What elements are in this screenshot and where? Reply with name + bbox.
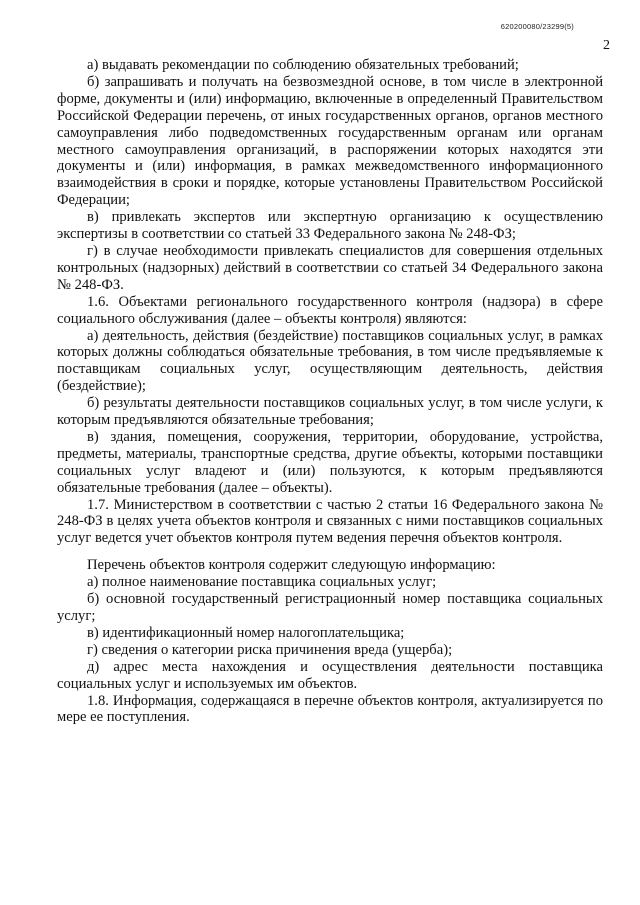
paragraph: в) здания, помещения, сооружения, территории, оборудование, устройства, предметы, материалы, транспортные средства, другие объекты, которыми поставщики социальных услуг владеют и (или) пользуются, к которым предъявляются обязательные требования (далее – объекты). bbox=[57, 428, 603, 496]
paragraph: в) идентификационный номер налогоплательщика; bbox=[87, 624, 405, 641]
paragraph: 1.8. Информация, содержащаяся в перечне объектов контроля, актуализируется по мере ее поступления. bbox=[57, 692, 603, 726]
paragraph: 1.7. Министерством в соответствии с частью 2 статьи 16 Федерального закона № 248-ФЗ в целях учета объектов контроля и связанных с ними поставщиков социальных услуг ведется учет объектов контроля путем ведения перечня объектов контроля. bbox=[57, 496, 603, 547]
document-id: 620200080/23299(5) bbox=[500, 22, 574, 31]
paragraph: д) адрес места нахождения и осуществления деятельности поставщика социальных услуг и используемых им объектов. bbox=[57, 658, 603, 692]
document-body bbox=[57, 57, 603, 726]
paragraph: г) сведения о категории риска причинения вреда (ущерба); bbox=[87, 641, 453, 658]
paragraph: б) основной государственный регистрационный номер поставщика социальных услуг; bbox=[57, 591, 603, 624]
paragraph: а) выдавать рекомендации по соблюдению обязательных требований; bbox=[87, 57, 519, 73]
paragraph: Перечень объектов контроля содержит следующую информацию: bbox=[87, 557, 496, 574]
paragraph: в) привлекать экспертов или экспертную организацию к осуществлению экспертизы в соответствии со статьей 33 Федерального закона № 248-ФЗ; bbox=[57, 209, 603, 243]
paragraph: г) в случае необходимости привлекать специалистов для совершения отдельных контрольных (надзорных) действий в соответствии со статьей 34 Федерального закона № 248-ФЗ. bbox=[57, 242, 603, 293]
paragraph: 1.6. Объектами регионального государственного контроля (надзора) в сфере социального обслуживания (далее – объекты контроля) являются: bbox=[57, 293, 603, 327]
page-number: 2 bbox=[603, 38, 610, 53]
paragraph: а) деятельность, действия (бездействие) поставщиков социальных услуг, в рамках которых должны соблюдаться обязательные требования, в том числе предъявляемые к поставщикам социальных услуг, осуществляющим деятельность, действия (бездействие); bbox=[57, 327, 603, 395]
paragraph: а) полное наименование поставщика социальных услуг; bbox=[87, 574, 437, 591]
paragraph: б) результаты деятельности поставщиков социальных услуг, в том числе услуги, к которым предъявляются обязательные требования; bbox=[57, 395, 603, 429]
paragraph: б) запрашивать и получать на безвозмездной основе, в том числе в электронной форме, документы и (или) информацию, включенные в определенный Правительством Российской Федерации перечень, от иных государственных органов, органов местного самоуправления либо подведомственных государственным органам или органам местного самоуправления организаций, в распоряжении которых находятся эти документы и (или) информация, в рамках межведомственного информационного взаимодействия в сроки и порядке, которые установлены Правительством Российской Федерации; bbox=[57, 73, 603, 209]
